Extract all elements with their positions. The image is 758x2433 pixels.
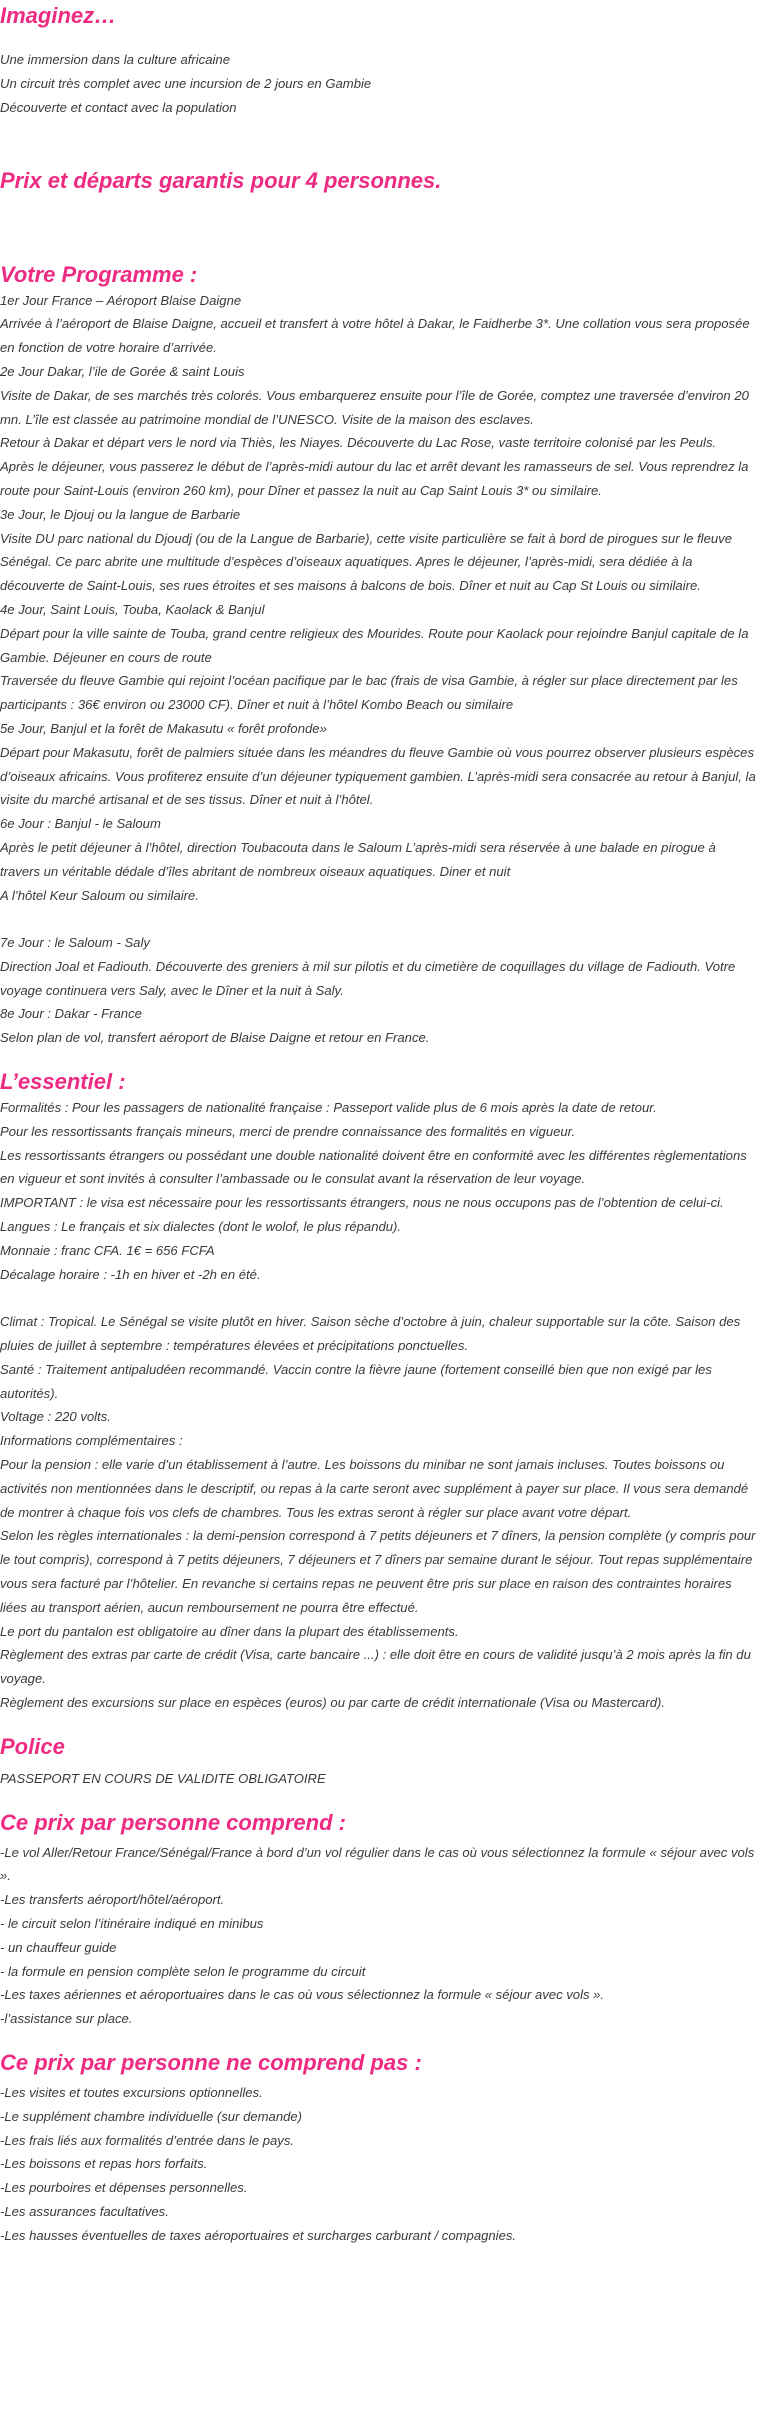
- list-item: -Les taxes aériennes et aéroportuaires dans le cas où vous sélectionnez la formule « séjour avec vols ».: [0, 1987, 605, 2003]
- list-item: -Le supplément chambre individuelle (sur demande): [0, 2108, 303, 2124]
- programme-paragraph: Après le petit déjeuner à l’hôtel, direction Toubacouta dans le Saloum L’après-midi sera réservée à une balade en pirogue à travers un véritable dédale d’îles abritant de nombreux oiseaux aquatiques. Diner et nuit: [0, 839, 716, 879]
- essentiel-paragraph: Pour la pension : elle varie d’un établissement à l’autre. Les boissons du minibar ne sont jamais incluses. Toutes boissons ou activités non mentionnées dans le descriptif, ou repas à la carte seront avec supplément à payer sur place. Il vous sera demandé de montrer à chaque fois vos clefs de chambres. Tous les extras seront à régler sur place avant votre départ.: [0, 1457, 749, 1520]
- programme-day-title: 1er Jour France – Aéroport Blaise Daigne: [0, 292, 242, 308]
- essentiel-paragraph: Informations complémentaires :: [0, 1433, 183, 1449]
- list-item: - un chauffeur guide: [0, 1939, 117, 1955]
- list-item: - le circuit selon l’itinéraire indiqué en minibus: [0, 1915, 264, 1931]
- essentiel-paragraph: Règlement des extras par carte de crédit (Visa, carte bancaire ...) : elle doit être en cours de validité jusqu’à 2 mois après la fin du voyage.: [0, 1647, 751, 1687]
- programme-body: [0, 289, 758, 1051]
- programme-paragraph: Départ pour Makasutu, forêt de palmiers située dans les méandres du fleuve Gambie où vous pourrez observer plusieurs espèces d’oiseaux africains. Vous profiterez ensuite d’un déjeuner typiquement gambien. L’après-midi sera consacrée au retour à Banjul, la visite du marché artisanal et de ses tissus. Dîner et nuit à l’hôtel.: [0, 744, 756, 808]
- imaginez-line: Découverte et contact avec la population: [0, 99, 237, 115]
- programme-day-title: 7e Jour : le Saloum - Saly: [0, 935, 150, 951]
- programme-heading: Votre Programme :: [0, 261, 198, 287]
- programme-paragraph: A l’hôtel Keur Saloum ou similaire.: [0, 887, 199, 903]
- programme-paragraph: Selon plan de vol, transfert aéroport de Blaise Daigne et retour en France.: [0, 1030, 430, 1046]
- police-text: PASSEPORT EN COURS DE VALIDITE OBLIGATOIRE: [0, 1770, 326, 1786]
- essentiel-paragraph: Pour les ressortissants français mineurs, merci de prendre connaissance des formalités en vigueur.: [0, 1123, 576, 1139]
- list-item: - la formule en pension complète selon le programme du circuit: [0, 1963, 366, 1979]
- comprend-heading: Ce prix par personne comprend :: [0, 1809, 346, 1835]
- essentiel-paragraph: Selon les règles internationales : la demi-pension correspond à 7 petits déjeuners et 7 dîners, la pension complète (y compris pour le tout compris), correspond à 7 petits déjeuners, 7 déjeuners et 7 dîners par semaine durant le séjour. Tout repas supplémentaire vous sera facturé par l’hôtelier. En revanche si certains repas ne peuvent être pris sur place en raison des contraintes horaires liées au transport aérien, aucun remboursement ne pourra être effectué.: [0, 1528, 756, 1615]
- essentiel-paragraph: Les ressortissants étrangers ou possédant une double nationalité doivent être en conformité avec les différentes règlementations en vigueur et sont invités à consulter l’ambassade ou le consulat avant la réservation de leur voyage.: [0, 1147, 747, 1187]
- comprend-list: [0, 1841, 758, 2031]
- essentiel-paragraph: Le port du pantalon est obligatoire au dîner dans la plupart des établissements.: [0, 1623, 459, 1639]
- ne-comprend-list: [0, 2081, 758, 2248]
- essentiel-heading: L’essentiel :: [0, 1069, 126, 1095]
- imaginez-heading: Imaginez…: [0, 3, 117, 28]
- essentiel-paragraph: IMPORTANT : le visa est nécessaire pour les ressortissants étrangers, nous ne nous occupons pas de l’obtention de celui-ci.: [0, 1195, 724, 1211]
- prix-heading: Prix et départs garantis pour 4 personnes.: [0, 167, 442, 193]
- imaginez-line: Une immersion dans la culture africaine: [0, 52, 230, 67]
- essentiel-body: [0, 1096, 758, 1715]
- police-heading: Police: [0, 1733, 65, 1759]
- programme-day-title: 6e Jour : Banjul - le Saloum: [0, 816, 161, 832]
- programme-day-title: 3e Jour, le Djouj ou la langue de Barbarie: [0, 506, 241, 522]
- list-item: -Les assurances facultatives.: [0, 2203, 169, 2219]
- essentiel-paragraph: Langues : Le français et six dialectes (dont le wolof, le plus répandu).: [0, 1219, 402, 1235]
- programme-day-title: 4e Jour, Saint Louis, Touba, Kaolack & Banjul: [0, 601, 265, 617]
- programme-paragraph: Départ pour la ville sainte de Touba, grand centre religieux des Mourides. Route pour Kaolack pour rejoindre Banjul capitale de la Gambie. Déjeuner en cours de route: [0, 625, 749, 665]
- programme-paragraph: Direction Joal et Fadiouth. Découverte des greniers à mil sur pilotis et du cimetière de coquillages du village de Fadiouth. Votre voyage continuera vers Saly, avec le Dîner et la nuit à Saly.: [0, 958, 736, 998]
- essentiel-paragraph: Règlement des excursions sur place en espèces (euros) ou par carte de crédit internationale (Visa ou Mastercard).: [0, 1695, 665, 1710]
- essentiel-paragraph: Monnaie : franc CFA. 1€ = 656 FCFA: [0, 1242, 215, 1258]
- list-item: -Les pourboires et dépenses personnelles.: [0, 2180, 248, 2196]
- programme-paragraph: Après le déjeuner, vous passerez le début de l’après-midi autour du lac et arrêt devant les ramasseurs de sel. Vous reprendrez la route pour Saint-Louis (environ 260 km), pour Dîner et passez la nuit au Cap Saint Louis 3* ou similaire.: [0, 459, 749, 498]
- imaginez-body: [0, 48, 758, 119]
- imaginez-line: Un circuit très complet avec une incursion de 2 jours en Gambie: [0, 75, 372, 91]
- essentiel-paragraph: Voltage : 220 volts.: [0, 1409, 111, 1425]
- programme-day-title: 2e Jour Dakar, l’ile de Gorée & saint Louis: [0, 363, 245, 379]
- programme-day-title: 8e Jour : Dakar - France: [0, 1006, 142, 1022]
- list-item: -Les boissons et repas hors forfaits.: [0, 2156, 208, 2172]
- list-item: -Les transferts aéroport/hôtel/aéroport.: [0, 1892, 225, 1908]
- essentiel-paragraph: Santé : Traitement antipaludéen recommandé. Vaccin contre la fièvre jaune (fortement conseillé bien que non exigé par les autorités).: [0, 1361, 712, 1401]
- programme-paragraph: Visite DU parc national du Djoudj (ou de la Langue de Barbarie), cette visite particulière se fait à bord de pirogues sur le fleuve Sénégal. Ce parc abrite une multitude d’espèces d’oiseaux aquatiques. Apres le déjeuner, l’après-midi, sera dédiée à la découverte de Saint-Louis, ses rues étroites et ses maisons à balcons de bois. Dîner et nuit au Cap St Louis ou similaire.: [0, 530, 732, 594]
- programme-paragraph: Traversée du fleuve Gambie qui rejoint l’océan pacifique par le bac (frais de visa Gambie, à régler sur place directement par les participants : 36€ environ ou 23000 CF). Dîner et nuit à l’hôtel Kombo Beach ou similaire: [0, 673, 738, 713]
- programme-paragraph: Visite de Dakar, de ses marchés très colorés. Vous embarquerez ensuite pour l’île de Gorée, comptez une traversée d’environ 20 mn. L’île est classée au patrimoine mondial de l’UNESCO. Visite de la maison des esclaves.: [0, 387, 749, 427]
- list-item: -Les frais liés aux formalités d’entrée dans le pays.: [0, 2132, 295, 2148]
- programme-day-title: 5e Jour, Banjul et la forêt de Makasutu « forêt profonde»: [0, 720, 327, 736]
- list-item: -l’assistance sur place.: [0, 2011, 133, 2027]
- ne-comprend-heading: Ce prix par personne ne comprend pas :: [0, 2049, 422, 2075]
- programme-paragraph: Arrivée à l’aéroport de Blaise Daigne, accueil et transfert à votre hôtel à Dakar, le Faidherbe 3*. Une collation vous sera proposée en fonction de votre horaire d’arrivée.: [0, 316, 750, 356]
- essentiel-paragraph: Formalités : Pour les passagers de nationalité française : Passeport valide plus de 6 mois après la date de retour.: [0, 1100, 657, 1116]
- list-item: -Le vol Aller/Retour France/Sénégal/France à bord d’un vol régulier dans le cas où vous sélectionnez la formule « séjour avec vols ».: [0, 1844, 755, 1884]
- essentiel-paragraph: Décalage horaire : -1h en hiver et -2h en été.: [0, 1266, 261, 1282]
- list-item: -Les hausses éventuelles de taxes aéroportuaires et surcharges carburant / compagnies.: [0, 2227, 517, 2243]
- essentiel-paragraph: Climat : Tropical. Le Sénégal se visite plutôt en hiver. Saison sèche d’octobre à juin, chaleur supportable sur la côte. Saison des pluies de juillet à septembre : températures élevées et précipitations ponctuelles.: [0, 1314, 741, 1354]
- list-item: -Les visites et toutes excursions optionnelles.: [0, 2084, 263, 2100]
- programme-paragraph: Retour à Dakar et départ vers le nord via Thiès, les Niayes. Découverte du Lac Rose, vaste territoire colonisé par les Peuls.: [0, 435, 717, 451]
